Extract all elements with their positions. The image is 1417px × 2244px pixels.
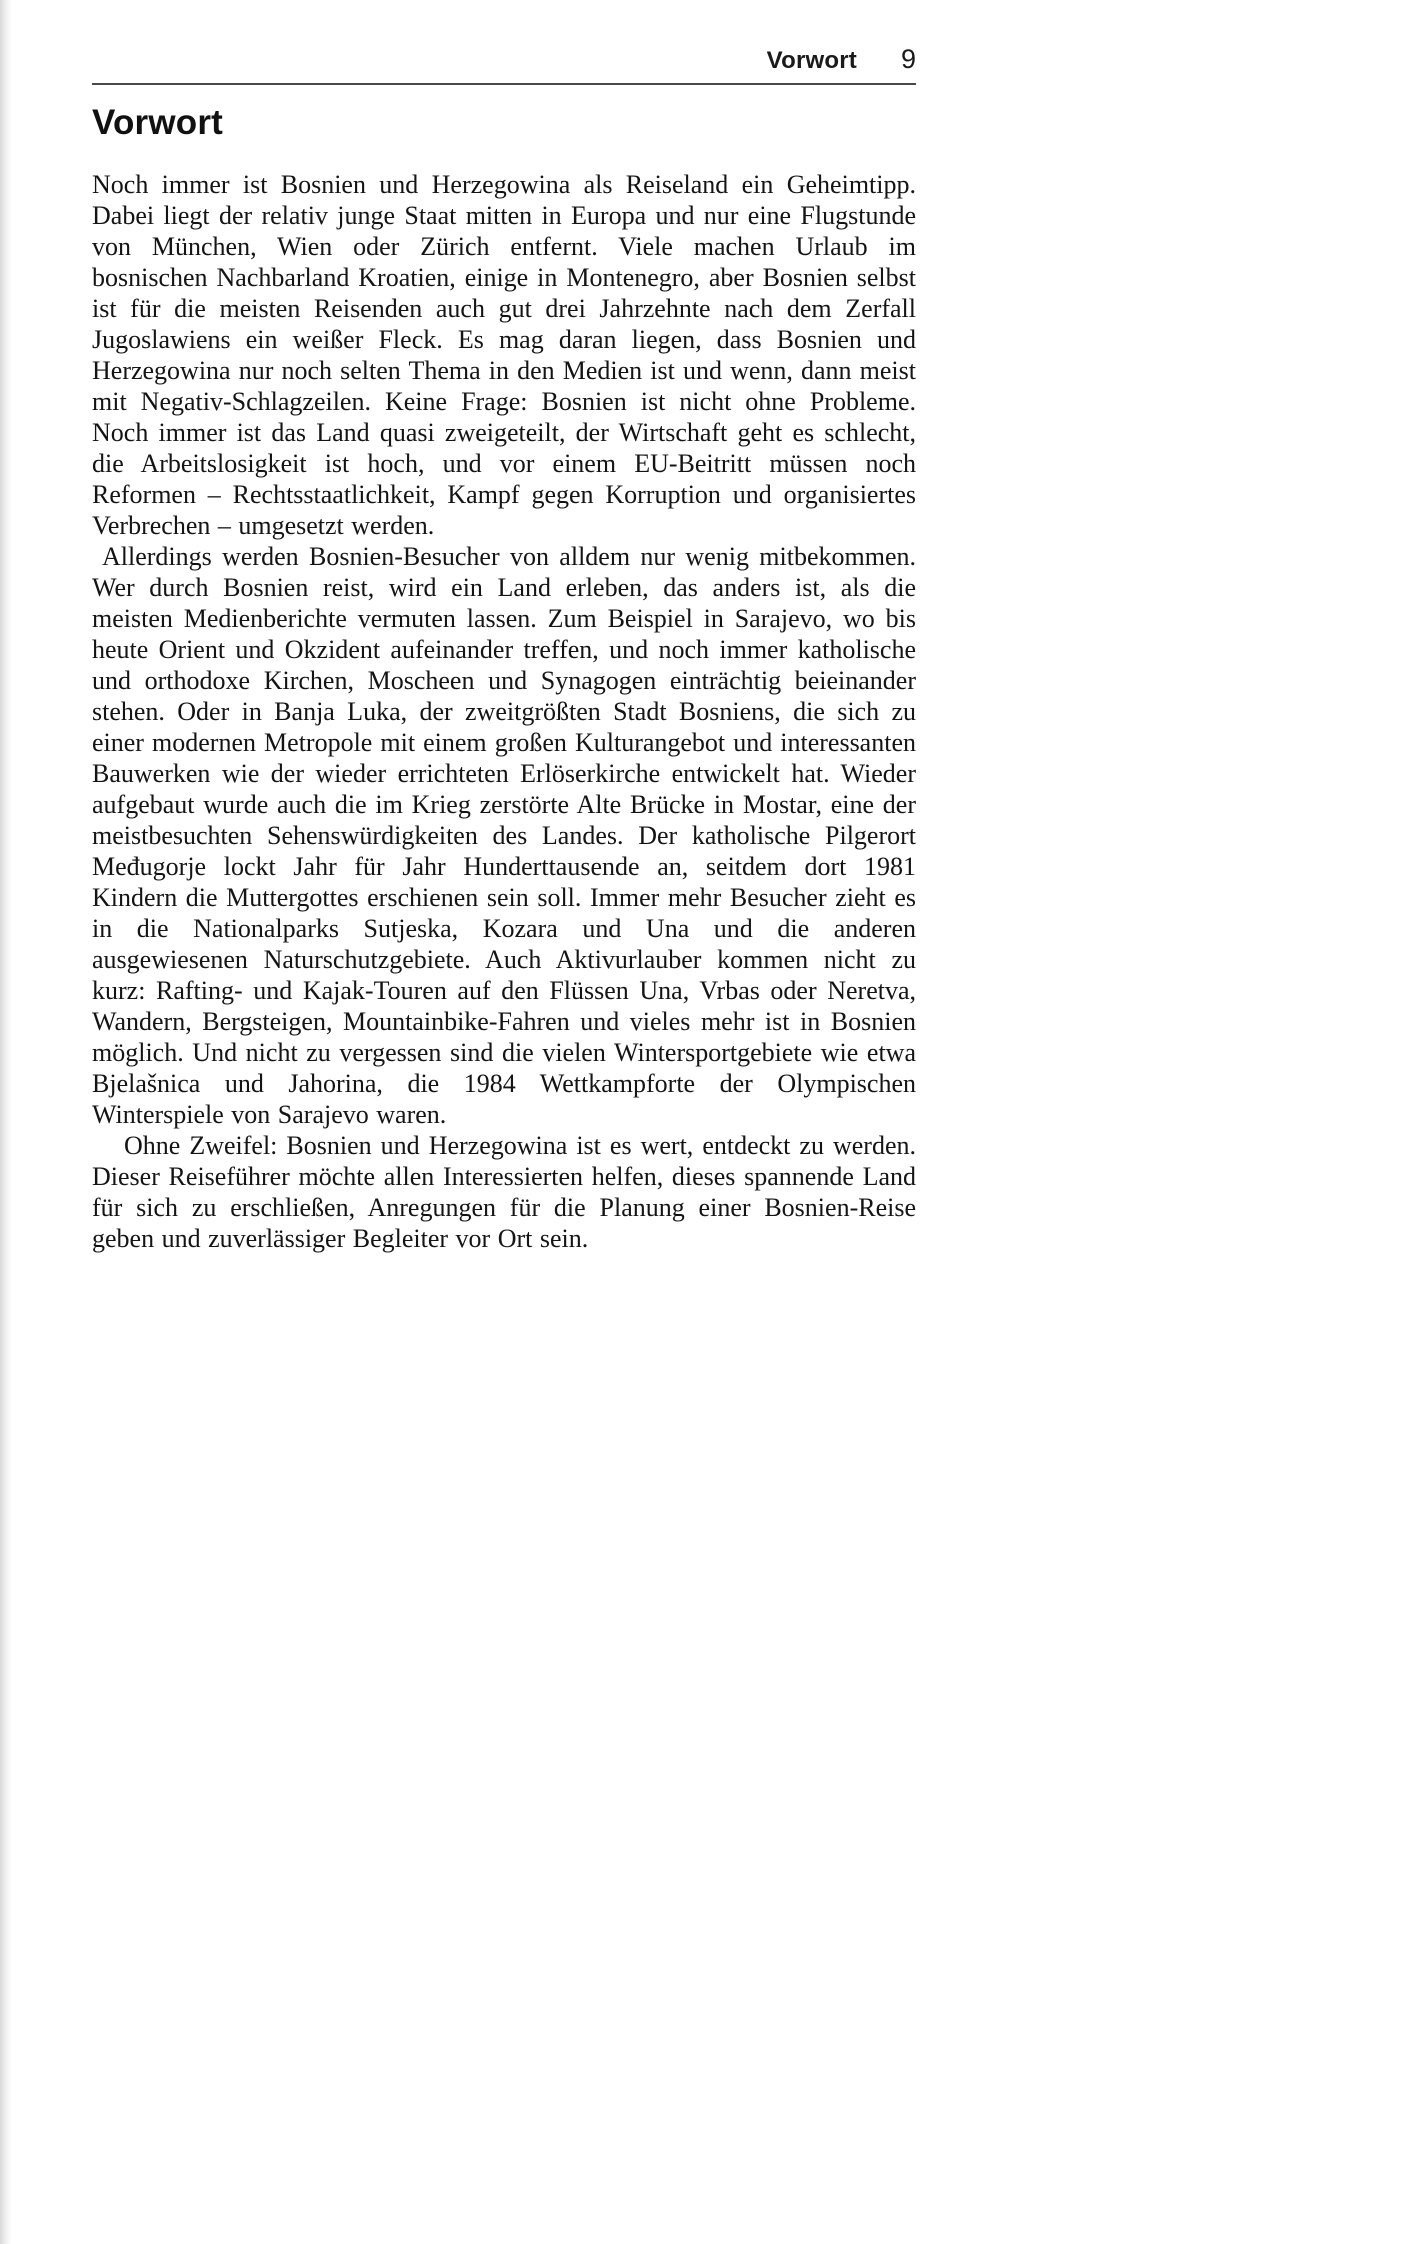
page-edge-shadow [0, 0, 12, 2244]
paragraph-travel-highlights: Allerdings werden Bosnien-Besucher von alldem nur wenig mitbekommen. Wer durch Bosnien reist, wird ein Land erleben, das anders ist, als die meisten Medienberichte vermuten lassen. Zum Beispiel in Sarajevo, wo bis heute Orient und Okzident aufeinander treffen, und noch immer katholische und orthodoxe Kirchen, Moscheen und Synagogen einträchtig beieinander stehen. Oder in Banja Luka, der zweitgrößten Stadt Bosniens, die sich zu einer modernen Metropole mit einem großen Kulturangebot und interessanten Bauwerken wie der wieder errichteten Erlöserkirche entwickelt hat. Wieder aufgebaut wurde auch die im Krieg zerstörte Alte Brücke in Mostar, eine der meistbesuchten Sehenswürdigkeiten des Landes. Der katholische Pilgerort Međugorje lockt Jahr für Jahr Hunderttausende an, seitdem dort 1981 Kindern die Muttergottes erschienen sein soll. Immer mehr Besucher zieht es in die Nationalparks Sutjeska, Kozara und Una und die anderen ausgewiesenen Naturschutzgebiete. Auch Aktivurlauber kommen nicht zu kurz: Rafting- und Kajak-Touren auf den Flüssen Una, Vrbas oder Neretva, Wandern, Bergsteigen, Mountainbike-Fahren und vieles mehr ist in Bosnien möglich. Und nicht zu vergessen sind die vielen Wintersportgebiete wie etwa Bjelašnica und Jahorina, die 1984 Wettkampforte der Olympischen Winterspiele von Sarajevo waren. [92, 542, 916, 1129]
paragraph-intro: Noch immer ist Bosnien und Herzegowina als Reiseland ein Geheimtipp. Dabei liegt der relativ junge Staat mitten in Europa und nur eine Flugstunde von München, Wien oder Zürich entfernt. Viele machen Urlaub im bosnischen Nachbarland Kroatien, einige in Montenegro, aber Bosnien selbst ist für die meisten Reisenden auch gut drei Jahrzehnte nach dem Zerfall Jugoslawiens ein weißer Fleck. Es mag daran liegen, dass Bosnien und Herzegowina nur noch selten Thema in den Medien ist und wenn, dann meist mit Negativ-Schlagzeilen. Keine Frage: Bosnien ist nicht ohne Probleme. Noch immer ist das Land quasi zweigeteilt, der Wirtschaft geht es schlecht, die Arbeitslosigkeit ist hoch, und vor einem EU-Beitritt müssen noch Reformen – Rechtsstaatlichkeit, Kampf gegen Korruption und organisiertes Verbrechen – umgesetzt werden. [92, 170, 916, 540]
running-header-title: Vorwort [766, 47, 857, 74]
page-title: Vorwort [92, 103, 224, 142]
book-page [92, 44, 916, 1254]
header-rule [92, 83, 916, 85]
page-number: 9 [900, 44, 916, 74]
running-header [92, 44, 916, 83]
paragraph-closing: Ohne Zweifel: Bosnien und Herzegowina ist es wert, entdeckt zu werden. Dieser Reiseführer möchte allen Interessierten helfen, dieses spannende Land für sich zu erschließen, Anregungen für die Planung einer Bosnien-Reise geben und zuverlässiger Begleiter vor Ort sein. [92, 1131, 916, 1253]
body-text [92, 169, 916, 1254]
